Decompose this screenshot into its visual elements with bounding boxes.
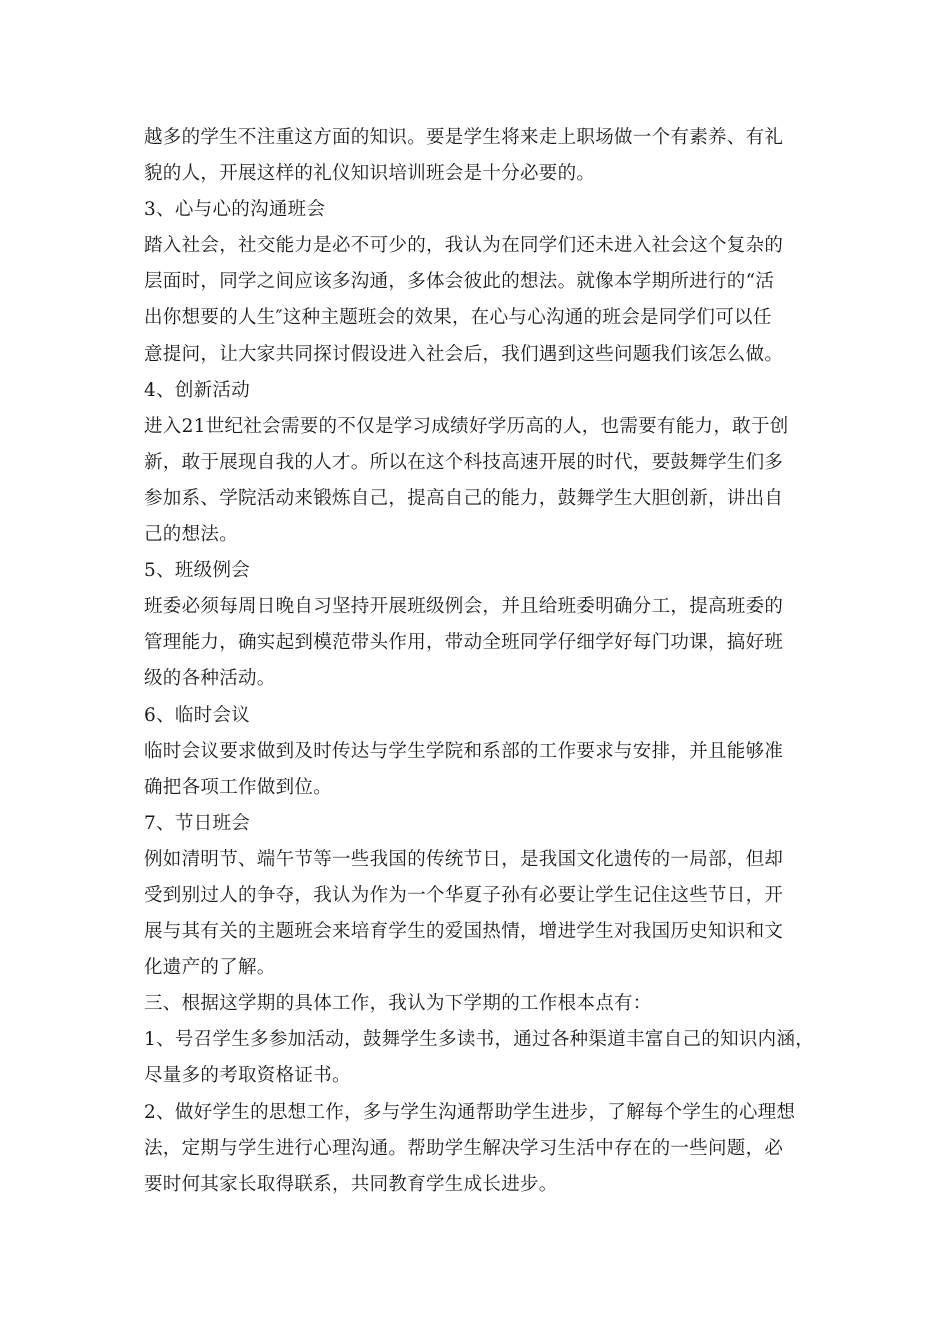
text-line: 要时何其家长取得联系，共同教育学生成长进步。 xyxy=(144,1173,558,1195)
text-line: 进入21世纪社会需要的不仅是学习成绩好学历高的人，也需要有能力，敢于创 xyxy=(144,415,789,437)
text-line: 化遗产的了解。 xyxy=(144,957,276,979)
text-line: 踏入社会，社交能力是必不可少的，我认为在同学们还未进入社会这个复杂的 xyxy=(144,235,784,257)
section-heading: 三、根据这学期的具体工作，我认为下学期的工作根本点有： xyxy=(144,993,652,1015)
text-line: 受到别过人的争夺，我认为作为一个华夏子孙有必要让学生记住这些节日，开 xyxy=(144,884,784,906)
text-line: 确把各项工作做到位。 xyxy=(144,776,333,798)
text-line: 出你想要的人生″这种主题班会的效果，在心与心沟通的班会是同学们可以任 xyxy=(144,307,772,329)
text-line: 法，定期与学生进行心理沟通。帮助学生解决学习生活中存在的一些问题，必 xyxy=(144,1137,784,1159)
text-line: 管理能力，确实起到模范带头作用，带动全班同学仔细学好每门功课，搞好班 xyxy=(144,632,784,654)
section-heading: 3、心与心的沟通班会 xyxy=(144,199,326,221)
section-heading: 7、节日班会 xyxy=(144,812,251,834)
text-line: 尽量多的考取资格证书。 xyxy=(144,1065,351,1087)
text-line: 意提问，让大家共同探讨假设进入社会后，我们遇到这些问题我们该怎么做。 xyxy=(144,343,784,365)
text-line: 例如清明节、端午节等一些我国的传统节日，是我国文化遗传的一局部，但却 xyxy=(144,848,784,870)
section-heading: 5、班级例会 xyxy=(144,560,251,582)
text-line: 展与其有关的主题班会来培育学生的爱国热情，增进学生对我国历史知识和文 xyxy=(144,921,784,943)
text-line: 越多的学生不注重这方面的知识。要是学生将来走上职场做一个有素养、有礼 xyxy=(144,127,784,148)
text-line: 新，敢于展现自我的人才。所以在这个科技高速开展的时代，要鼓舞学生们多 xyxy=(144,451,784,473)
section-heading: 6、临时会议 xyxy=(144,704,251,726)
text-line: 参加系、学院活动来锻炼自己，提高自己的能力，鼓舞学生大胆创新，讲出自 xyxy=(144,487,784,509)
text-line: 2、做好学生的思想工作，多与学生沟通帮助学生进步，了解每个学生的心理想 xyxy=(144,1101,796,1123)
text-line: 班委必须每周日晚自习坚持开展班级例会，并且给班委明确分工，提高班委的 xyxy=(144,596,784,618)
text-line: 级的各种活动。 xyxy=(144,668,276,690)
document-body xyxy=(144,120,834,1203)
text-line: 1、号召学生多参加活动，鼓舞学生多读书，通过各种渠道丰富自己的知识内涵， xyxy=(144,1029,815,1051)
section-heading: 4、创新活动 xyxy=(144,379,251,401)
text-line: 层面时，同学之间应该多沟通，多体会彼此的想法。就像本学期所进行的“活 xyxy=(144,271,775,293)
text-line: 临时会议要求做到及时传达与学生学院和系部的工作要求与安排，并且能够准 xyxy=(144,740,784,762)
text-line: 貌的人，开展这样的礼仪知识培训班会是十分必要的。 xyxy=(144,163,596,185)
text-line: 己的想法。 xyxy=(144,524,239,546)
